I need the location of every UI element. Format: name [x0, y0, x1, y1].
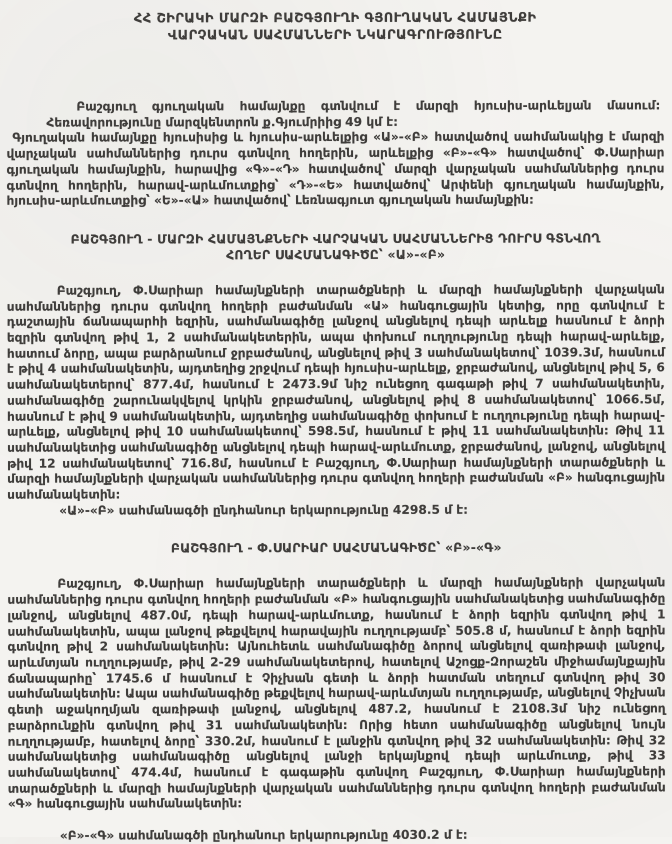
section-heading-b-g: ԲԱՇԳՅՈՒՂ - Փ.ՍԱՐԻԱՐ ՍԱՀՄԱՆԱԳԻԾԸ՝ «Բ»-«Գ»	[170, 540, 502, 556]
section-heading-a-b: ԲԱՇԳՅՈՒՂ - ՄԱՐԶԻ ՀԱՄԱՅՆՔՆԵՐԻ ՎԱՐՉԱԿԱՆ ՍԱՀՄԱՆՆԵՐԻՑ ԴՈՒՐՍ ԳՏՆՎՈՂ ՀՈՂԵՐ ՍԱՀՄԱՆԱԳԻԾԸ՝ «Ա»-«Բ»	[70, 230, 601, 263]
intro-location-paragraph: Բաշգյուղ գյուղական համայնքը գտնվում է մարզի հյուսիս-արևելյան մասում: Հեռավորությունը մարզկենտրոն ք.Գյումրիից 49 կմ է:	[46, 98, 661, 130]
section-body-a-b: Բաշգյուղ, Փ.Սարիար համայնքների տարածքների և մարզի համայնքների վարչական սահմաններից դուրս գտնվող հողերի բաժանման «Ա» հանգուցային կետից, որը գտնվում է դաշտային ճանապարհի եզրին, սահմանագիծը լանջով անցնելով դեպի արևելք հասնում է ձորի եզրին գտնվող թիվ 1, 2 սահմանակետերին, ապա փոխում ուղղությունը դեպի հարավ-արևելք, հատում ձորը, ապա բարձրանում ջրբաժանով, անցնելով թիվ 3 սահմանակետով՝ 1039.3մ, հասնում է թիվ 4 սահմանակետին, այդտեղից շրջվում դեպի հյուսիս-արևելք, ջրբաժանով, անցնելով թիվ 5, 6 սահմանակետերով՝ 877.4մ, հասնում է 2473.9մ նիշ ունեցող գագաթի թիվ 7 սահմանակետին, սահմանագիծը շարունակվելով կրկին ջրբաժանով, անցնելով թիվ 8 սահմանակետով՝ 1066.5մ, հասնում է թիվ 9 սահմանակետին, այդտեղից սահմանագիծը փոխում է ուղղությունը դեպի հարավ-արևելք, անցնելով թիվ 10 սահմանակետով՝ 598.5մ, հասնում է թիվ 11 սահմանակետին: Թիվ 11 սահմանակետից սահմանագիծը անցնելով դեպի հարավ-արևմուտք, ջրբաժանով, լանջով, անցնելով թիվ 12 սահմանակետով՝ 716.8մ, հասնում է Բաշգյուղ, Փ.Սարիար համայնքների տարածքների և մարզի համայնքների վարչական սահմաններից դուրս գտնվող հողերի բաժանման «Բ» հանգուցային սահմանակետին:	[6, 282, 666, 502]
section-total-length-b-g: «Բ»-«Գ» սահմանագծի ընդհանուր երկարությունը 4030.2 մ է:	[59, 827, 468, 843]
intro-borders-paragraph: Գյուղական համայնքը հյուսիսից և հյուսիս-արևելքից «Ա»-«Բ» հատվածով սահմանակից է մարզի վարչական սահմաններից դուրս գտնվող հողերին, արևելքից «Բ»-«Գ» հատվածով՝ Փ.Սարիար գյուղական համայնքին, հարավից «Գ»-«Դ» հատվածով՝ մարզի վարչական սահմաններից դուրս գտնվող հողերին, հարավ-արևմուտքից՝ «Դ»-«Ե» հատվածով՝ Արփենի գյուղական համայնքին, հյուսիս-արևմուտքից՝ «Ե»-«Ա» հատվածով՝ Լեռնագյուտ գյուղական համայնքին:	[6, 129, 665, 208]
section-body-b-g: Բաշգյուղ, Փ.Սարիար համայնքների տարածքների և մարզի համայնքների վարչական սահմաններից դուրս գտնվող հողերի բաժանման «Բ» հանգուցային սահմանակետից սահմանագիծը լանջով, անցնելով 487.0մ, դեպի հարավ-արևմուտք, հասնում է ձորի եզրին գտնվող թիվ 1 սահմանակետին, ապա լանջով թեքվելով հարավային ուղղությամբ՝ 505.8 մ, հասնում է ձորի եզրին գտնվող թիվ 2 սահմանակետին: Այնուհետև սահմանագիծը ձորով անցնելով զառիթափ լանջով, արևմտյան ուղղությամբ, թիվ 2-29 սահմանակետերով, հատելով Աշոցք-Զորաշեն միջհամայնքային ճանապարհը՝ 1745.6 մ հասնում է Չիչխան գետի և ձորի հատման տեղում գտնվող թիվ 30 սահմանակետին: Ապա սահմանագիծը թեքվելով հարավ-արևմտյան ուղղությամբ, անցնելով Չիչխան գետի աջակողմյան զառիթափ լանջով, անցնելով 487.2, հասնում է 2108.3մ նիշ ունեցող բարձրունքին գտնվող թիվ 31 սահմանակետին: Որից հետո սահմանագիծը անցնելով նույն ուղղությամբ, հատելով ձորը՝ 330.2մ, հասնում է լանջին գտնվող թիվ 32 սահմանակետին: Թիվ 32 սահմանակետից սահմանագիծը անցնելով լանջի երկայնքով դեպի արևմուտք, թիվ 33 սահմանակետով՝ 474.4մ, հասնում է գագաթին գտնվող Բաշգյուղ, Փ.Սարիար համայնքների տարածքների և մարզի համայնքների վարչական սահմաններից դուրս գտնվող հողերի բաժանման «Գ» հանգուցային սահմանակետին:	[7, 575, 666, 812]
document-title: ՀՀ ՇԻՐԱԿԻ ՄԱՐԶԻ ԲԱՇԳՅՈՒՂԻ ԳՅՈՒՂԱԿԱՆ ՀԱՄԱՅՆՔԻ ՎԱՐՉԱԿԱՆ ՍԱՀՄԱՆՆԵՐԻ ՆԿԱՐԱԳՐՈՒԹՅՈՒՆԸ	[133, 10, 537, 44]
section-total-length-a-b: «Ա»-«Բ» սահմանագծի ընդհանուր երկարությունը 4298.5 մ է:	[59, 502, 469, 518]
